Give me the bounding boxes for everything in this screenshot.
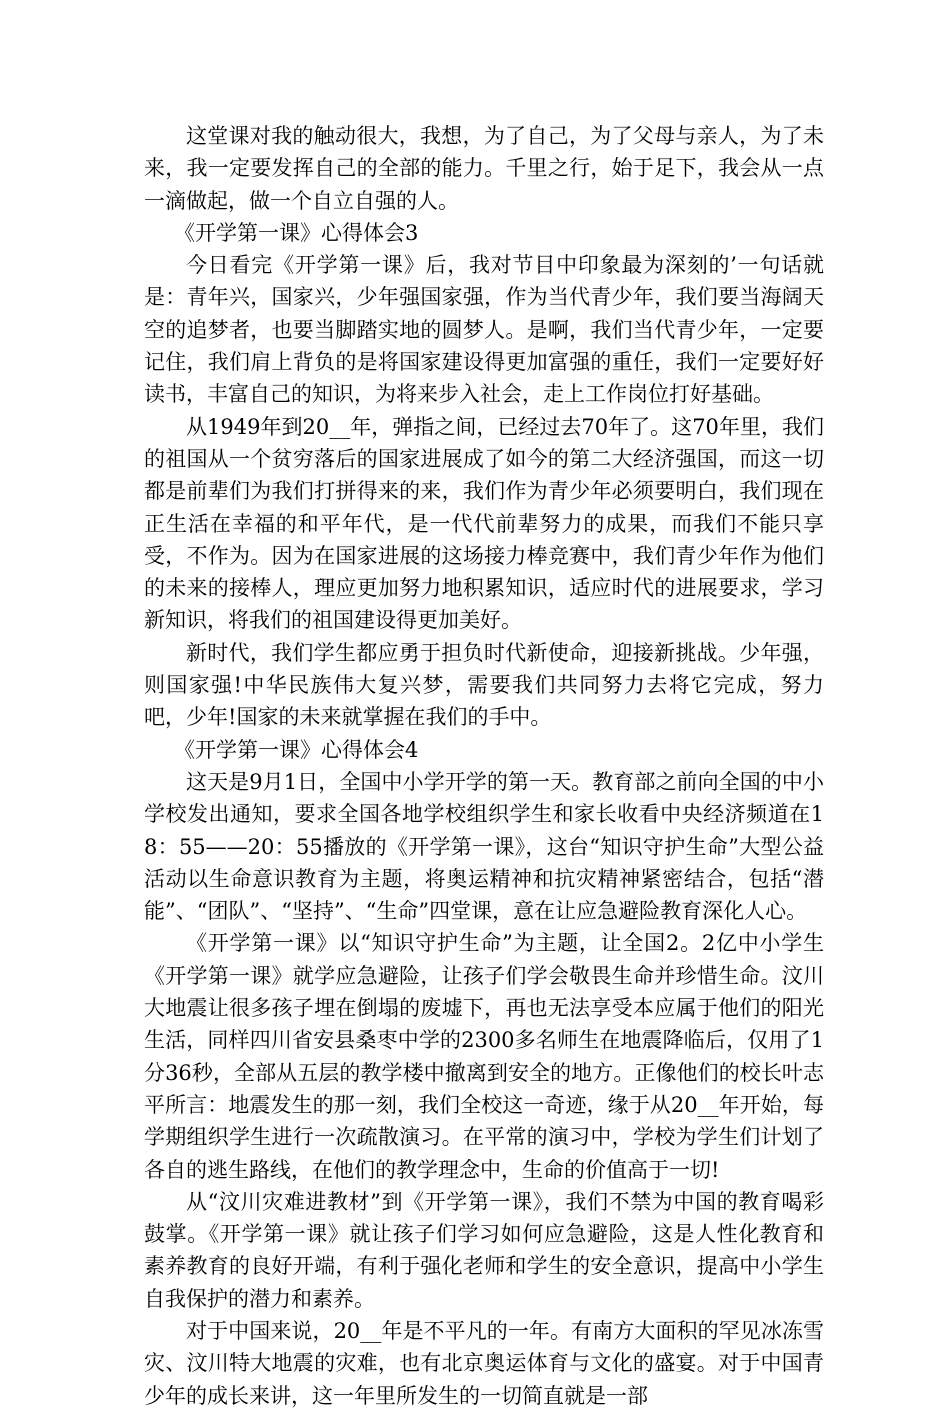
section-heading-3: 《开学第一课》心得体会3 xyxy=(174,220,419,245)
body-paragraph: 新时代，我们学生都应勇于担负时代新使命，迎接新挑战。少年强，则国家强!中华民族伟大复兴梦，需要我们共同努力去将它完成，努力吧，少年!国家的未来就掌握在我们的手中。 xyxy=(144,640,824,730)
body-paragraph: 从1949年到20__年，弹指之间，已经过去70年了。这70年里，我们的祖国从一个贫穷落后的国家进展成了如今的第二大经济强国，而这一切都是前辈们为我们打拼得来的来，我们作为青少年必须要明白，我们现在正生活在幸福的和平年代，是一代代前辈努力的成果，而我们不能只享受，不作为。因为在国家进展的这场接力棒竞赛中，我们青少年作为他们的未来的接棒人，理应更加努力地积累知识，适应时代的进展要求，学习新知识，将我们的祖国建设得更加美好。 xyxy=(144,414,824,633)
body-paragraph: 从“汶川灾难进教材”到《开学第一课》，我们不禁为中国的教育喝彩鼓掌。《开学第一课》就让孩子们学习如何应急避险，这是人性化教育和素养教育的良好开端，有利于强化老师和学生的安全意识，提高中小学生自我保护的潜力和素养。 xyxy=(144,1189,824,1311)
body-paragraph: 对于中国来说，20__年是不平凡的一年。有南方大面积的罕见冰冻雪灾、汶川特大地震的灾难，也有北京奥运体育与文化的盛宴。对于中国青少年的成长来讲，这一年里所发生的一切简直就是一部 xyxy=(144,1318,824,1408)
body-paragraph: 这天是9月1日，全国中小学开学的第一天。教育部之前向全国的中小学校发出通知，要求全国各地学校组织学生和家长收看中央经济频道在18：55——20：55播放的《开学第一课》，这台“知识守护生命”大型公益活动以生命意识教育为主题，将奥运精神和抗灾精神紧密结合，包括“潜能”、“团队”、“坚持”、“生命”四堂课，意在让应急避险教育深化人心。 xyxy=(144,769,824,924)
section-heading-4: 《开学第一课》心得体会4 xyxy=(174,737,419,762)
body-paragraph: 《开学第一课》以“知识守护生命”为主题，让全国2。2亿中小学生《开学第一课》就学应急避险，让孩子们学会敬畏生命并珍惜生命。汶川大地震让很多孩子埋在倒塌的废墟下，再也无法享受本应属于他们的阳光生活，同样四川省安县桑枣中学的2300多名师生在地震降临后，仅用了1分36秒，全部从五层的教学楼中撤离到安全的地方。正像他们的校长叶志平所言：地震发生的那一刻，我们全校这一奇迹，缘于从20__年开始，每学期组织学生进行一次疏散演习。在平常的演习中，学校为学生们计划了各自的逃生路线，在他们的教学理念中，生命的价值高于一切! xyxy=(144,931,824,1182)
document-body xyxy=(144,120,824,1412)
body-paragraph: 今日看完《开学第一课》后，我对节目中印象最为深刻的’一句话就是：青年兴，国家兴，少年强国家强，作为当代青少年，我们要当海阔天空的追梦者，也要当脚踏实地的圆梦人。是啊，我们当代青少年，一定要记住，我们肩上背负的是将国家建设得更加富强的重任，我们一定要好好读书，丰富自己的知识，为将来步入社会，走上工作岗位打好基础。 xyxy=(144,253,824,407)
body-paragraph: 这堂课对我的触动很大，我想，为了自己，为了父母与亲人，为了未来，我一定要发挥自己的全部的能力。千里之行，始于足下，我会从一点一滴做起，做一个自立自强的人。 xyxy=(144,124,824,213)
